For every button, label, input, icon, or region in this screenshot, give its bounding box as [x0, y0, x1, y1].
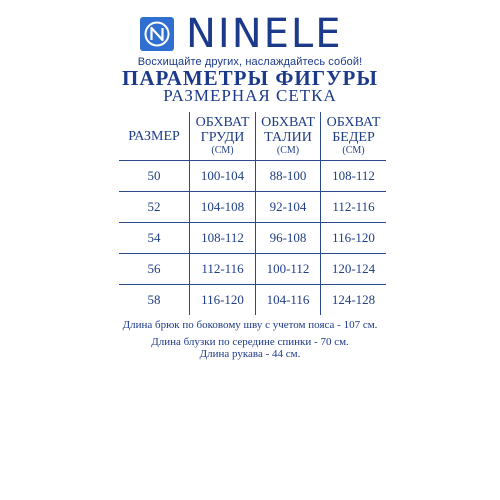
cell-waist: 100-112 — [255, 253, 320, 284]
brand-header — [0, 10, 500, 56]
header-label-line2: ГРУДИ — [200, 130, 245, 145]
table-row — [119, 284, 386, 315]
cell-waist: 96-108 — [255, 222, 320, 253]
cell-size: 52 — [119, 191, 189, 222]
header-label: РАЗМЕР — [128, 128, 180, 144]
cell-hips: 108-112 — [320, 160, 386, 191]
size-chart-table — [119, 112, 386, 315]
cell-size: 58 — [119, 284, 189, 315]
header-label-line2: БЕДЕР — [332, 130, 375, 145]
cell-chest: 100-104 — [189, 160, 255, 191]
cell-chest: 104-108 — [189, 191, 255, 222]
note-trousers-length: Длина брюк по боковому шву с учетом пояса - 107 см. — [122, 319, 378, 331]
table-row — [119, 191, 386, 222]
cell-size: 56 — [119, 253, 189, 284]
header-chest — [189, 112, 255, 160]
cell-hips: 124-128 — [320, 284, 386, 315]
cell-hips: 112-116 — [320, 191, 386, 222]
cell-chest: 108-112 — [189, 222, 255, 253]
cell-waist: 92-104 — [255, 191, 320, 222]
header-label: ОБХВАТ — [326, 115, 381, 130]
header-waist — [255, 112, 320, 160]
note-blouse-length: Длина блузки по середине спинки - 70 см. — [151, 336, 349, 348]
brand-tagline: Восхищайте других, наслаждайтесь собой! — [137, 56, 363, 68]
cell-waist: 104-116 — [255, 284, 320, 315]
ninele-logo-icon — [139, 16, 175, 52]
page-subtitle: РАЗМЕРНАЯ СЕТКА — [163, 86, 337, 105]
cell-chest: 116-120 — [189, 284, 255, 315]
header-size — [119, 112, 189, 160]
header-unit: (СМ) — [276, 145, 300, 156]
table-row — [119, 222, 386, 253]
header-label: ОБХВАТ — [261, 115, 315, 130]
header-unit: (СМ) — [211, 145, 234, 156]
brand-name: NINELE — [186, 11, 343, 57]
header-unit: (СМ) — [342, 145, 365, 156]
cell-size: 50 — [119, 160, 189, 191]
cell-hips: 120-124 — [320, 253, 386, 284]
cell-chest: 112-116 — [189, 253, 255, 284]
header-label-line2: ТАЛИИ — [264, 130, 312, 145]
table-row — [119, 160, 386, 191]
note-sleeve-length: Длина рукава - 44 см. — [199, 348, 301, 360]
cell-size: 54 — [119, 222, 189, 253]
cell-hips: 116-120 — [320, 222, 386, 253]
page-title: ПАРАМЕТРЫ ФИГУРЫ — [122, 66, 378, 90]
table-header-row — [119, 112, 386, 160]
header-hips — [320, 112, 386, 160]
table-row — [119, 253, 386, 284]
header-label: ОБХВАТ — [195, 115, 250, 130]
cell-waist: 88-100 — [255, 160, 320, 191]
